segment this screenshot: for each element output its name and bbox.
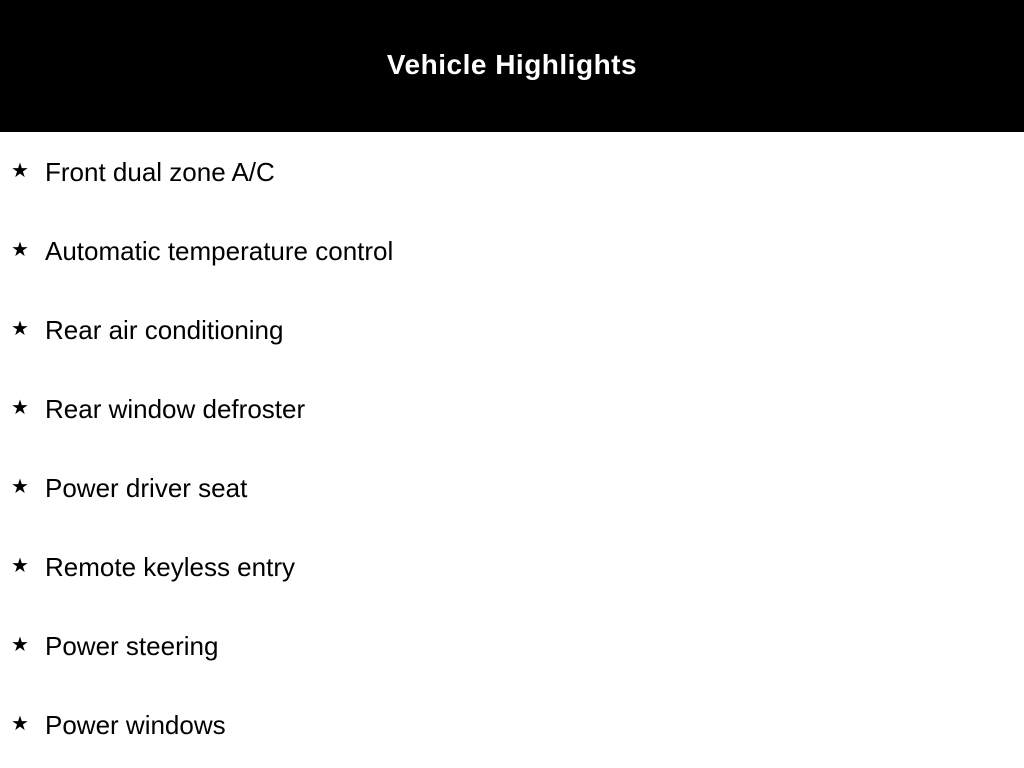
highlight-label: Front dual zone A/C — [45, 157, 275, 187]
list-item — [0, 152, 1024, 192]
star-icon: ★ — [11, 711, 29, 735]
highlight-label: Rear window defroster — [45, 394, 306, 424]
star-icon: ★ — [11, 474, 29, 498]
page-title: Vehicle Highlights — [386, 49, 638, 80]
star-icon: ★ — [11, 158, 29, 182]
highlight-label: Power driver seat — [45, 473, 248, 503]
list-item — [0, 547, 1024, 587]
list-item — [0, 468, 1024, 508]
star-icon: ★ — [11, 237, 29, 261]
highlight-label: Automatic temperature control — [45, 236, 394, 266]
list-item — [0, 626, 1024, 666]
header-bar — [0, 0, 1024, 132]
list-item — [0, 231, 1024, 271]
star-icon: ★ — [11, 316, 29, 340]
list-item — [0, 310, 1024, 350]
star-icon: ★ — [11, 632, 29, 656]
highlight-label: Remote keyless entry — [45, 552, 295, 582]
highlight-label: Power windows — [45, 710, 226, 740]
highlight-label: Rear air conditioning — [45, 315, 284, 345]
list-item — [0, 389, 1024, 429]
list-item — [0, 705, 1024, 745]
star-icon: ★ — [11, 395, 29, 419]
highlight-label: Power steering — [45, 631, 219, 661]
star-icon: ★ — [11, 553, 29, 577]
